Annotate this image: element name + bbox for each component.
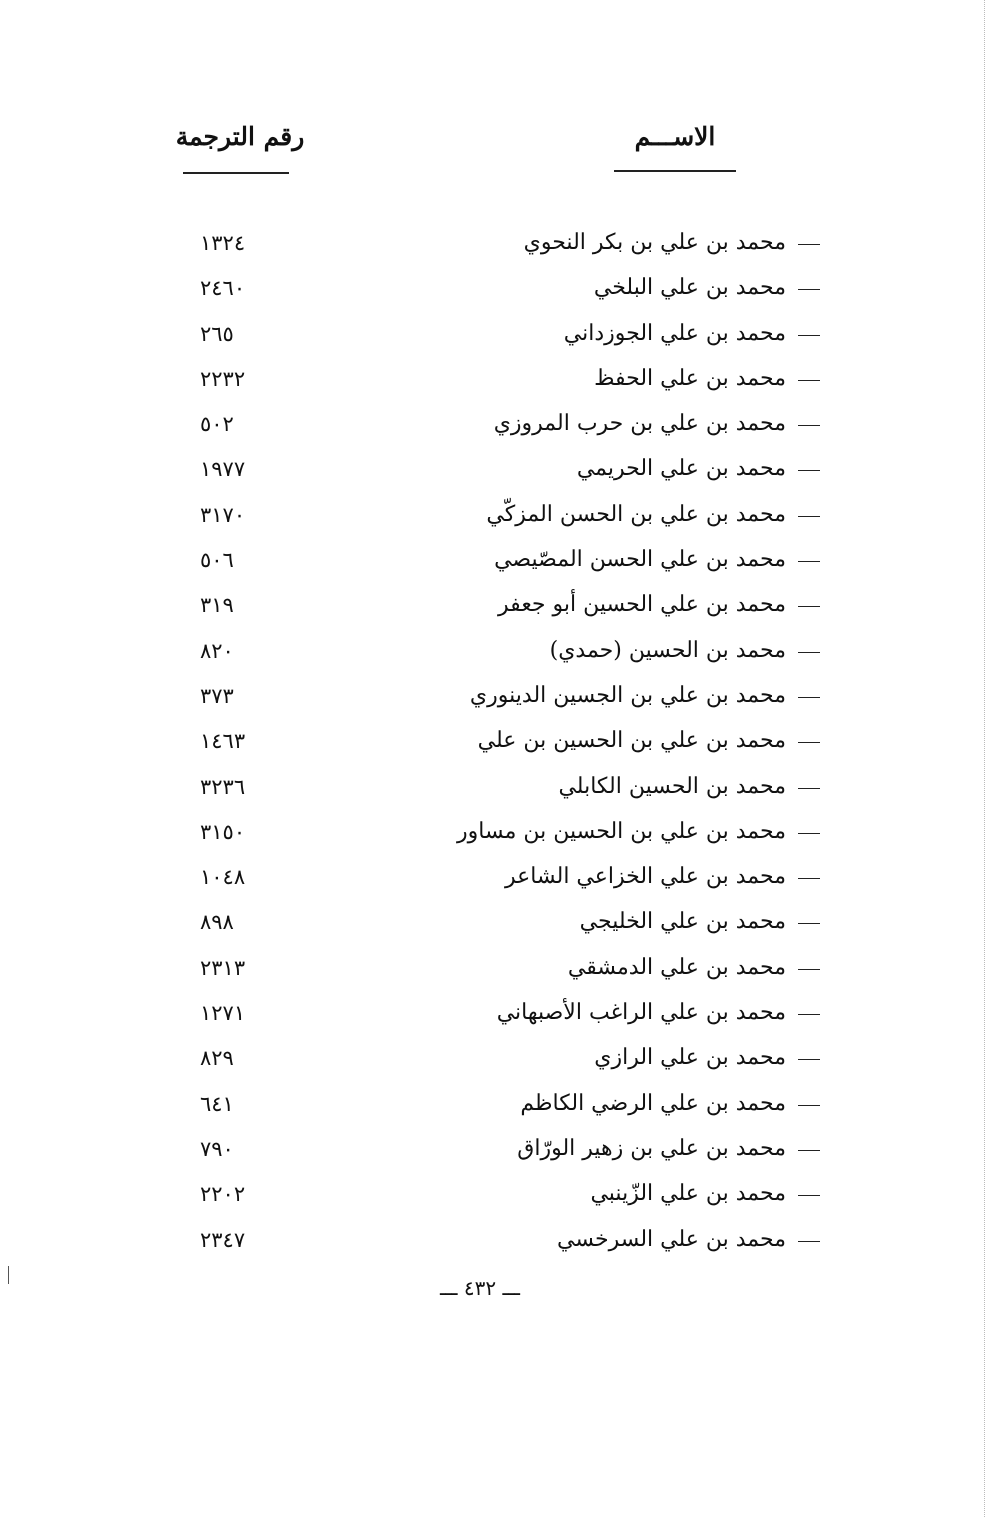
index-entry-row [0,585,1006,630]
entry-dash [798,1059,820,1060]
index-entry-row [0,902,1006,947]
entry-name-text: محمد بن علي بن الحسن المزكّي [486,501,786,527]
entry-dash [798,1195,820,1196]
entry-name-text: محمد بن علي الراغب الأصبهاني [496,1000,786,1026]
entry-name [517,1129,820,1169]
entry-name-text: محمد بن علي الحريمي [576,456,786,482]
entry-number: ٦٤١ [200,1091,234,1116]
entry-number: ٨٢٠ [200,638,234,663]
entry-number: ١٩٧٧ [200,457,246,482]
index-entry-row [0,404,1006,449]
entry-name-text: محمد بن علي الحسين أبو جعفر [498,592,786,618]
entry-dash [798,470,820,471]
entry-name [478,721,820,761]
name-column-header: الاســـم [634,122,716,151]
entry-name [594,359,820,399]
scan-edge-line [984,0,985,1517]
entry-number: ٣٧٣ [200,683,234,708]
index-entry-row [0,676,1006,721]
entry-name [457,812,820,852]
entry-name-text: محمد بن علي بن حرب المروزي [493,411,786,437]
entry-name-text: محمد بن علي الحفظ [594,365,786,391]
margin-mark [8,1266,9,1284]
index-entry-row [0,948,1006,993]
entry-number: ١٤٦٣ [200,729,246,754]
index-entry-row [0,1220,1006,1265]
index-entry-row [0,223,1006,268]
entry-name-text: محمد بن الحسين (حمدي) [549,637,786,663]
entry-dash [798,289,820,290]
entry-number: ٢٣١٣ [200,955,246,980]
entry-number: ٧٩٠ [200,1136,234,1161]
entry-number: ٢٣٤٧ [200,1227,246,1252]
entry-dash [798,1014,820,1015]
entry-dash [798,561,820,562]
entry-name [568,948,820,988]
entry-dash [798,1150,820,1151]
index-entry-row [0,721,1006,766]
index-entry-row [0,314,1006,359]
entry-name-text: محمد بن علي الرازي [594,1045,786,1071]
entry-dash [798,380,820,381]
entry-number: ١٣٢٤ [200,231,246,255]
entry-name [524,223,820,263]
entry-dash [798,833,820,834]
entry-number: ١٠٤٨ [200,865,246,890]
entry-name [550,631,820,671]
index-entry-row [0,993,1006,1038]
entry-name-text: محمد بن علي الحسن المصّيصي [494,547,786,573]
entry-dash [798,1105,820,1106]
index-entry-row [0,812,1006,857]
entry-number: ٢٢٣٢ [200,366,246,391]
entry-number: ٣١٩ [200,593,234,618]
entry-name-text: محمد بن علي بن بكر النحوي [523,230,786,255]
entry-name-text: محمد بن علي الخزاعي الشاعر [505,864,786,890]
index-entry-row [0,449,1006,494]
index-entry-row [0,1038,1006,1083]
index-entry-row [0,495,1006,540]
entry-name [577,449,820,489]
entry-name-text: محمد بن علي الرضي الكاظم [520,1090,786,1116]
entry-name [590,1174,820,1214]
entry-name [494,404,820,444]
entry-dash [798,335,820,336]
index-entry-row [0,1084,1006,1129]
entry-number: ٣١٥٠ [200,819,246,844]
entry-number: ٣١٧٠ [200,502,246,527]
entry-name [594,268,820,308]
entry-number: ٢٢٠٢ [200,1182,246,1207]
entry-name-text: محمد بن علي الخليجي [579,909,786,935]
entry-number: ٢٦٥ [200,321,234,346]
entry-name [594,1038,820,1078]
name-header-underline [614,170,736,172]
entry-dash [798,652,820,653]
entry-dash [798,742,820,743]
index-entry-row [0,767,1006,812]
entry-name [558,767,820,807]
entry-name-text: محمد بن الحسين الكابلي [558,773,786,799]
index-entry-row [0,268,1006,313]
entry-name-text: محمد بن علي بن الحسين بن علي [477,728,786,754]
entry-name [505,857,820,897]
number-column-header: رقم الترجمة [175,122,305,151]
entry-name [557,1220,820,1260]
entry-name-text: محمد بن علي البلخي [593,275,786,301]
index-entry-row [0,631,1006,676]
entry-number: ٢٤٦٠ [200,276,246,301]
entry-name [497,993,820,1033]
entry-dash [798,516,820,517]
index-entry-row [0,1174,1006,1219]
entry-dash [798,878,820,879]
index-entry-row [0,1129,1006,1174]
index-entries-list [0,223,1006,1265]
entry-dash [798,923,820,924]
index-entry-row [0,857,1006,902]
entry-name-text: محمد بن علي بن الحسين بن مساور [457,818,786,844]
entry-dash [798,969,820,970]
index-entry-row [0,540,1006,585]
entry-dash [798,244,820,245]
entry-name-text: محمد بن علي السرخسي [557,1226,786,1252]
entry-dash [798,425,820,426]
entry-name [564,314,820,354]
entry-dash [798,1241,820,1242]
entry-name-text: محمد بن علي بن زهير الورّاق [517,1135,786,1161]
entry-name-text: محمد بن علي الزّينبي [590,1181,786,1207]
entry-name [498,585,820,625]
entry-name [470,676,820,716]
entry-dash [798,697,820,698]
number-header-underline [183,172,289,174]
page-number: ـــ ٤٣٢ ـــ [439,1276,521,1300]
entry-number: ٨٩٨ [200,910,234,935]
entry-number: ١٢٧١ [200,1001,246,1026]
entry-name [520,1084,820,1124]
entry-number: ٥٠٢ [200,412,234,437]
entry-name-text: محمد بن علي الجوزداني [563,320,786,346]
entry-number: ٨٢٩ [200,1046,234,1071]
index-entry-row [0,359,1006,404]
entry-name [494,540,820,580]
entry-name [486,495,820,535]
entry-dash [798,606,820,607]
entry-dash [798,788,820,789]
entry-name-text: محمد بن علي بن الجسين الدينوري [469,682,786,708]
entry-number: ٣٢٣٦ [200,774,246,799]
entry-name [580,902,820,942]
entry-name-text: محمد بن علي الدمشقي [567,954,786,980]
entry-number: ٥٠٦ [200,548,234,573]
